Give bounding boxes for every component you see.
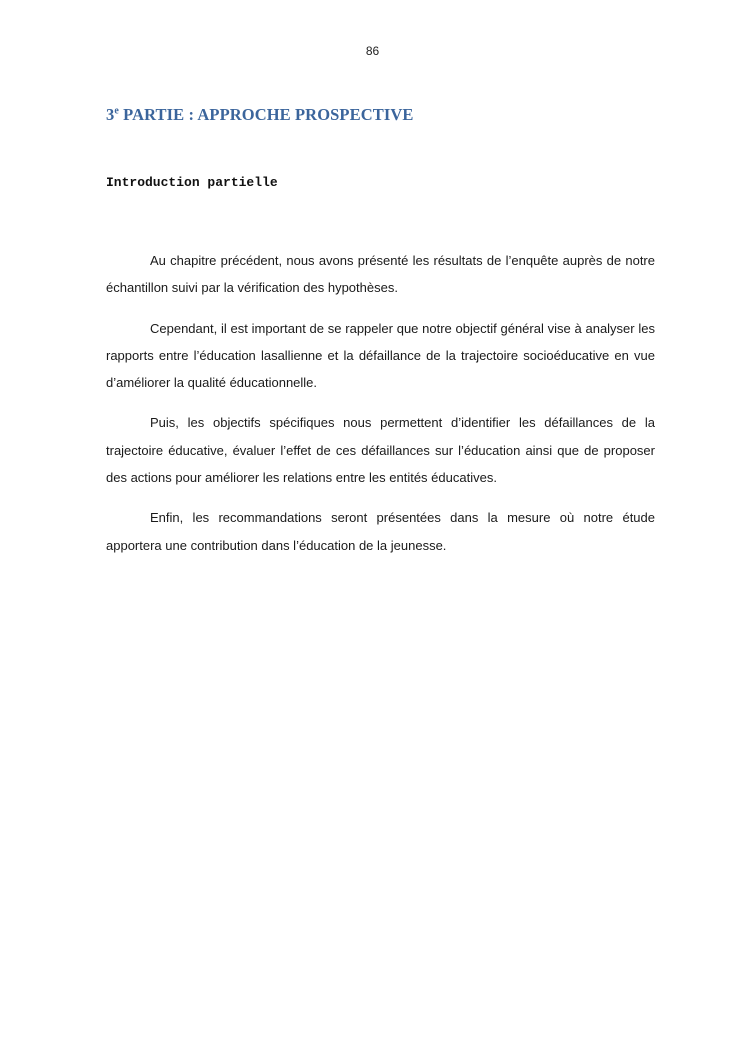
body-text: [106, 247, 655, 572]
section-title: Introduction partielle: [106, 175, 278, 190]
paragraph-4: Enfin, les recommandations seront présentées dans la mesure où notre étude apportera une contribution dans l’éducation de la jeunesse.: [106, 510, 655, 553]
paragraph-2: Cependant, il est important de se rappeler que notre objectif général vise à analyser les rapports entre l’éducation lasallienne et la défaillance de la trajectoire socioéducative en vue d’améliorer la qualité éducationnelle.: [106, 320, 655, 391]
part-title-text: PARTIE : APPROCHE PROSPECTIVE: [118, 105, 414, 124]
paragraph-1: Au chapitre précédent, nous avons présenté les résultats de l’enquête auprès de notre échantillon suivi par la vérification des hypothèses.: [106, 253, 655, 296]
part-title-number: 3: [106, 105, 115, 124]
part-title-superscript: e: [114, 105, 119, 117]
paragraph-3: Puis, les objectifs spécifiques nous permettent d’identifier les défaillances de la trajectoire éducative, évaluer l’effet de ces défaillances sur l’éducation ainsi que de proposer des actions pour améliorer les relations entre les entités éducatives.: [106, 415, 655, 486]
page-number: 86: [365, 44, 380, 58]
part-title: [106, 105, 413, 125]
